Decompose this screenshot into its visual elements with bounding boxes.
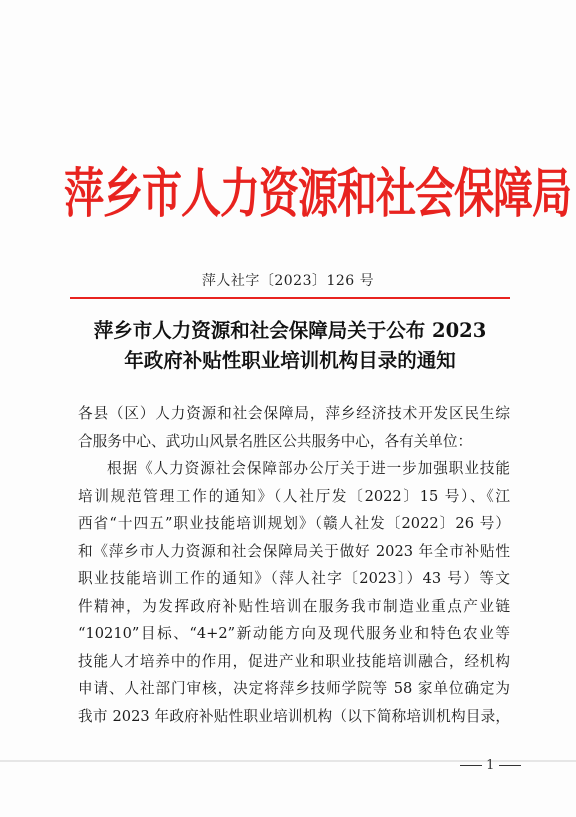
agency-header: 萍乡市人力资源和社会保障局 bbox=[64, 163, 571, 225]
body-line: 和《萍乡市人力资源和社会保障局关于做好 2023 年全市补贴性 bbox=[78, 542, 510, 560]
body-line: 技能人才培养中的作用，促进产业和职业技能培训融合，经机构 bbox=[78, 652, 510, 670]
body-text bbox=[78, 400, 510, 730]
dash-left bbox=[460, 765, 482, 766]
body-line: 根据《人力资源社会保障部办公厅关于进一步加强职业技能 bbox=[107, 460, 510, 477]
page-number-value: 1 bbox=[486, 758, 495, 773]
document-title bbox=[72, 316, 508, 376]
dash-right bbox=[499, 765, 521, 766]
body-line: 培训规范管理工作的通知》（人社厅发〔2022〕15 号）、《江 bbox=[78, 487, 510, 505]
document-number: 萍人社字〔2023〕126 号 bbox=[201, 273, 375, 289]
body-line: 合服务中心、武功山风景名胜区公共服务中心，各有关单位： bbox=[78, 432, 473, 450]
title-line-1: 萍乡市人力资源和社会保障局关于公布 2023 bbox=[93, 319, 487, 342]
body-line: 申请、人社部门审核，决定将萍乡技师学院等 58 家单位确定为 bbox=[78, 680, 510, 697]
body-line: 各县（区）人力资源和社会保障局，萍乡经济技术开发区民生综 bbox=[78, 405, 510, 422]
body-line: 职业技能培训工作的通知》（萍人社字〔2023〕）43 号）等文 bbox=[78, 570, 510, 587]
title-line-2: 年政府补贴性职业培训机构目录的通知 bbox=[124, 349, 456, 372]
red-divider-rule bbox=[70, 297, 510, 299]
body-line: 西省“十四五”职业技能培训规划》（赣人社发〔2022〕26 号） bbox=[78, 515, 510, 532]
body-line: 我市 2023 年政府补贴性职业培训机构（以下简称培训机构目录， bbox=[78, 707, 510, 725]
page-number bbox=[460, 758, 521, 773]
body-line: “10210”目标、“4+2”新动能方向及现代服务业和特色农业等 bbox=[78, 625, 510, 642]
body-line: 件精神，为发挥政府补贴性培训在服务我市制造业重点产业链 bbox=[78, 597, 510, 615]
